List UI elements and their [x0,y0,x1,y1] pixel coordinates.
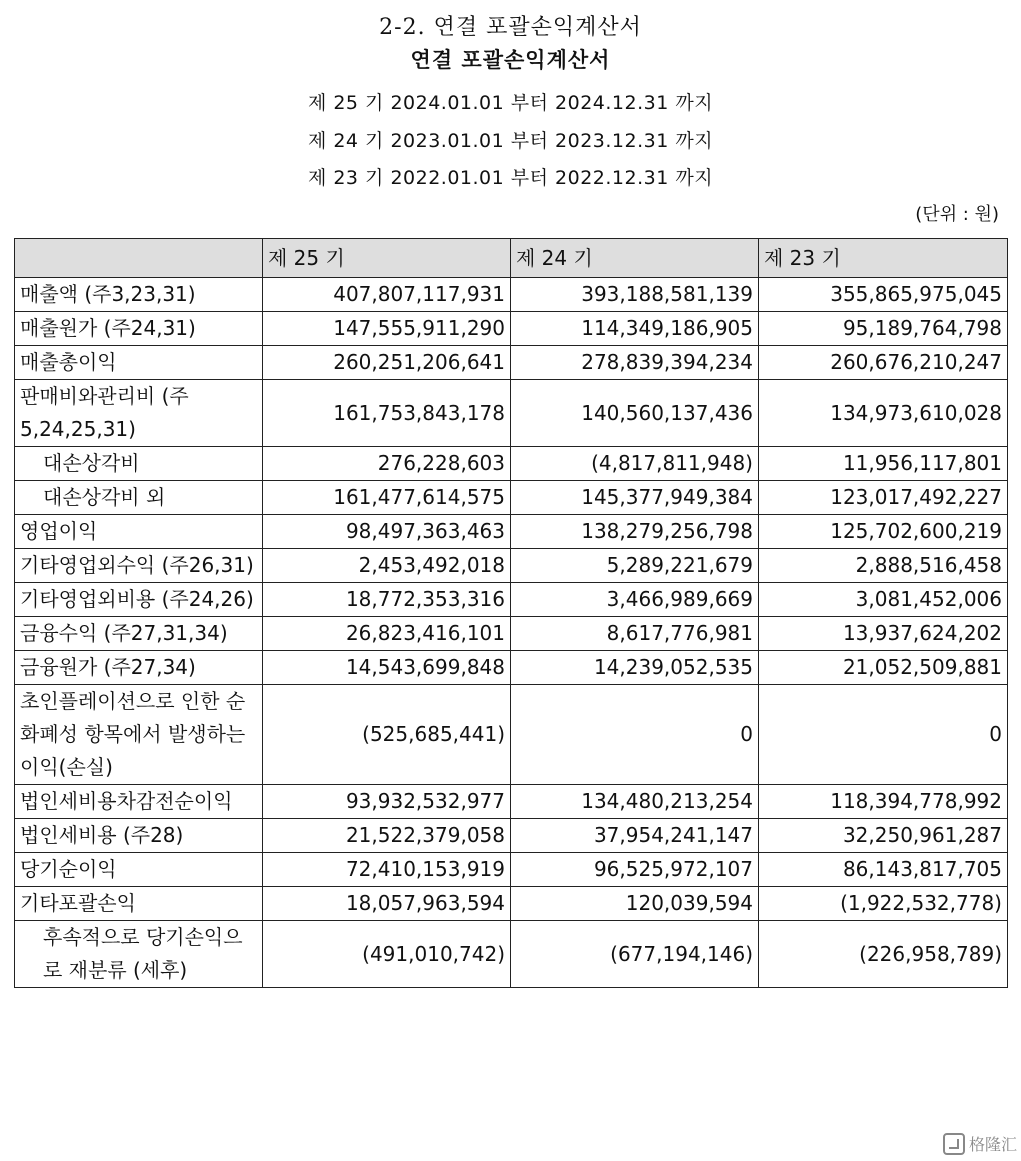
value-cell: 407,807,117,931 [263,278,511,312]
table-row [15,447,1008,481]
table-row [15,921,1008,988]
statement-title: 연결 포괄손익계산서 [410,48,611,72]
value-cell: 14,239,052,535 [511,651,759,685]
row-label: 후속적으로 당기손익으로 재분류 (세후) [15,921,263,988]
value-cell: 3,081,452,006 [759,583,1008,617]
table-row [15,617,1008,651]
row-label: 초인플레이션으로 인한 순화폐성 항목에서 발생하는 이익(손실) [15,685,263,785]
value-cell: 2,453,492,018 [263,549,511,583]
income-statement-table [14,238,1008,988]
row-label: 영업이익 [15,515,263,549]
table-row [15,785,1008,819]
value-cell: 14,543,699,848 [263,651,511,685]
table-row [15,278,1008,312]
value-cell: (4,817,811,948) [511,447,759,481]
value-cell: (677,194,146) [511,921,759,988]
table-row [15,685,1008,785]
value-cell: 3,466,989,669 [511,583,759,617]
value-cell: 393,188,581,139 [511,278,759,312]
table-row [15,312,1008,346]
value-cell: 278,839,394,234 [511,346,759,380]
column-header: 제 25 기 [263,239,511,278]
value-cell: 134,973,610,028 [759,380,1008,447]
value-cell: 11,956,117,801 [759,447,1008,481]
row-label: 매출총이익 [15,346,263,380]
table-row [15,651,1008,685]
value-cell: 140,560,137,436 [511,380,759,447]
value-cell: 355,865,975,045 [759,278,1008,312]
table-row [15,515,1008,549]
value-cell: 161,753,843,178 [263,380,511,447]
row-label: 금융원가 (주27,34) [15,651,263,685]
table-header-row [15,239,1008,278]
value-cell: 5,289,221,679 [511,549,759,583]
value-cell: 118,394,778,992 [759,785,1008,819]
value-cell: 8,617,776,981 [511,617,759,651]
period-line: 제 24 기 2023.01.01 부터 2023.12.31 까지 [307,130,714,152]
table-row [15,819,1008,853]
row-label: 당기순이익 [15,853,263,887]
row-label: 대손상각비 [15,447,263,481]
row-label: 금융수익 (주27,31,34) [15,617,263,651]
watermark [943,1132,1017,1155]
value-cell: 123,017,492,227 [759,481,1008,515]
value-cell: 72,410,153,919 [263,853,511,887]
watermark-text: 格隆汇 [968,1135,1017,1154]
table-row [15,481,1008,515]
column-header: 제 24 기 [511,239,759,278]
value-cell: (491,010,742) [263,921,511,988]
table-row [15,583,1008,617]
value-cell: 2,888,516,458 [759,549,1008,583]
value-cell: 0 [511,685,759,785]
row-label: 대손상각비 외 [15,481,263,515]
row-label: 판매비와관리비 (주5,24,25,31) [15,380,263,447]
row-label: 기타영업외비용 (주24,26) [15,583,263,617]
value-cell: 134,480,213,254 [511,785,759,819]
value-cell: 32,250,961,287 [759,819,1008,853]
table-row [15,887,1008,921]
row-label: 매출원가 (주24,31) [15,312,263,346]
value-cell: 0 [759,685,1008,785]
value-cell: (525,685,441) [263,685,511,785]
table-row [15,380,1008,447]
value-cell: 96,525,972,107 [511,853,759,887]
value-cell: 147,555,911,290 [263,312,511,346]
table-row [15,853,1008,887]
value-cell: (1,922,532,778) [759,887,1008,921]
value-cell: 13,937,624,202 [759,617,1008,651]
value-cell: 18,057,963,594 [263,887,511,921]
value-cell: 95,189,764,798 [759,312,1008,346]
value-cell: 26,823,416,101 [263,617,511,651]
value-cell: 114,349,186,905 [511,312,759,346]
value-cell: 98,497,363,463 [263,515,511,549]
value-cell: 21,052,509,881 [759,651,1008,685]
value-cell: 37,954,241,147 [511,819,759,853]
value-cell: 86,143,817,705 [759,853,1008,887]
value-cell: 18,772,353,316 [263,583,511,617]
table-row [15,549,1008,583]
table-row [15,346,1008,380]
value-cell: 276,228,603 [263,447,511,481]
value-cell: 120,039,594 [511,887,759,921]
watermark-icon [943,1133,965,1155]
period-line: 제 23 기 2022.01.01 부터 2022.12.31 까지 [307,167,714,189]
value-cell: 260,676,210,247 [759,346,1008,380]
value-cell: 21,522,379,058 [263,819,511,853]
row-label: 법인세비용 (주28) [15,819,263,853]
row-label: 매출액 (주3,23,31) [15,278,263,312]
row-label: 기타포괄손익 [15,887,263,921]
value-cell: 260,251,206,641 [263,346,511,380]
section-title: 2-2. 연결 포괄손익계산서 [379,15,642,40]
value-cell: 93,932,532,977 [263,785,511,819]
value-cell: 145,377,949,384 [511,481,759,515]
value-cell: 125,702,600,219 [759,515,1008,549]
row-label: 기타영업외수익 (주26,31) [15,549,263,583]
row-label: 법인세비용차감전순이익 [15,785,263,819]
value-cell: 138,279,256,798 [511,515,759,549]
column-header [15,239,263,278]
column-header: 제 23 기 [759,239,1008,278]
value-cell: 161,477,614,575 [263,481,511,515]
value-cell: (226,958,789) [759,921,1008,988]
period-line: 제 25 기 2024.01.01 부터 2024.12.31 까지 [307,92,714,114]
unit-label: (단위 : 원) [915,204,999,225]
